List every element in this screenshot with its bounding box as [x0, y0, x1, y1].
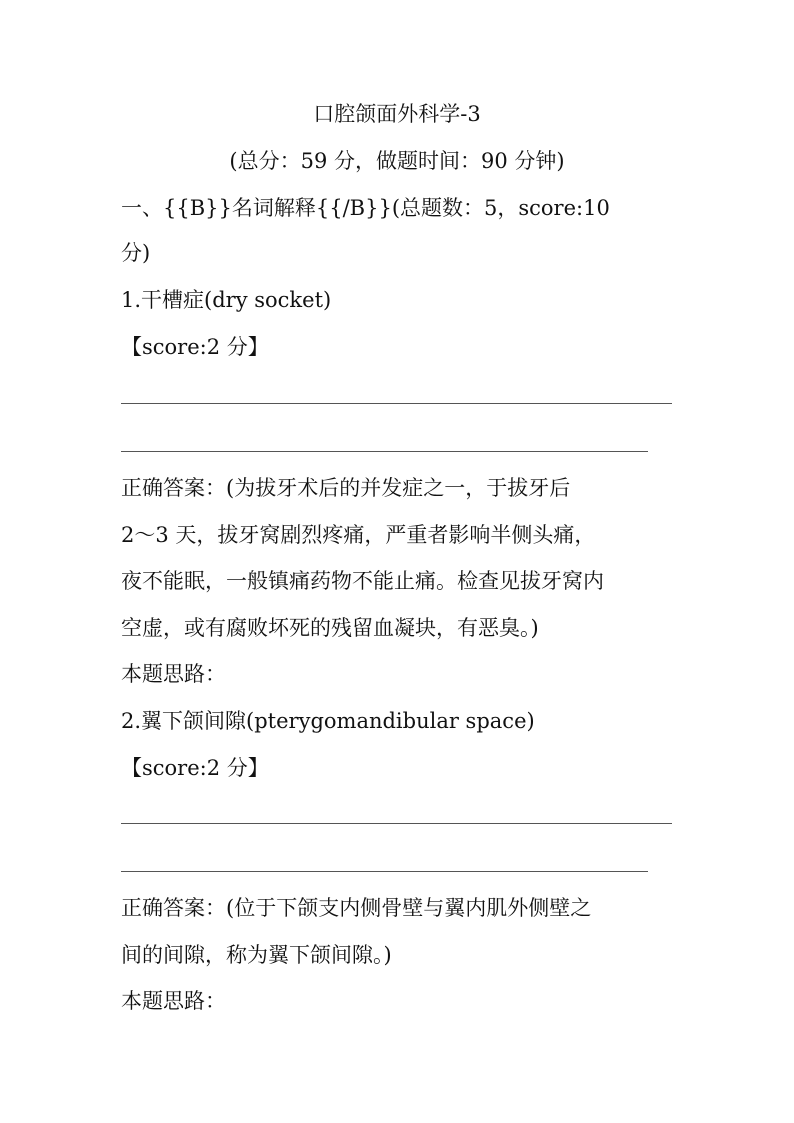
page-subtitle: (总分：59 分，做题时间：90 分钟)	[229, 149, 565, 173]
page-title: 口腔颌面外科学-3	[313, 102, 481, 126]
question-title: 1.干槽症(dry socket)	[121, 288, 332, 312]
answer-blank-line[interactable]	[121, 403, 672, 404]
answer-text-line: 间的间隙，称为翼下颌间隙。)	[121, 943, 392, 967]
hint-label: 本题思路：	[121, 662, 226, 686]
answer-blank-line[interactable]	[121, 451, 648, 452]
section-heading: 一、{{B}}名词解释{{/B}}(总题数：5，score:10	[121, 196, 610, 220]
answer-blank-line[interactable]	[121, 823, 672, 824]
answer-text-line: 正确答案：(位于下颌支内侧骨壁与翼内肌外侧壁之	[121, 896, 592, 920]
question-title: 2.翼下颌间隙(pterygomandibular space)	[121, 709, 535, 733]
answer-text-line: 夜不能眠，一般镇痛药物不能止痛。检查见拔牙窝内	[121, 569, 604, 593]
answer-text-line: 2～3 天，拔牙窝剧烈疼痛，严重者影响半侧头痛，	[121, 523, 596, 547]
hint-label: 本题思路：	[121, 989, 226, 1013]
answer-blank-line[interactable]	[121, 871, 648, 872]
section-heading-continued: 分)	[121, 241, 151, 265]
question-score: 【score:2 分】	[121, 756, 269, 780]
answer-text-line: 空虚，或有腐败坏死的残留血凝块，有恶臭。)	[121, 616, 539, 640]
answer-text-line: 正确答案：(为拔牙术后的并发症之一，于拔牙后	[121, 476, 571, 500]
question-score: 【score:2 分】	[121, 335, 269, 359]
